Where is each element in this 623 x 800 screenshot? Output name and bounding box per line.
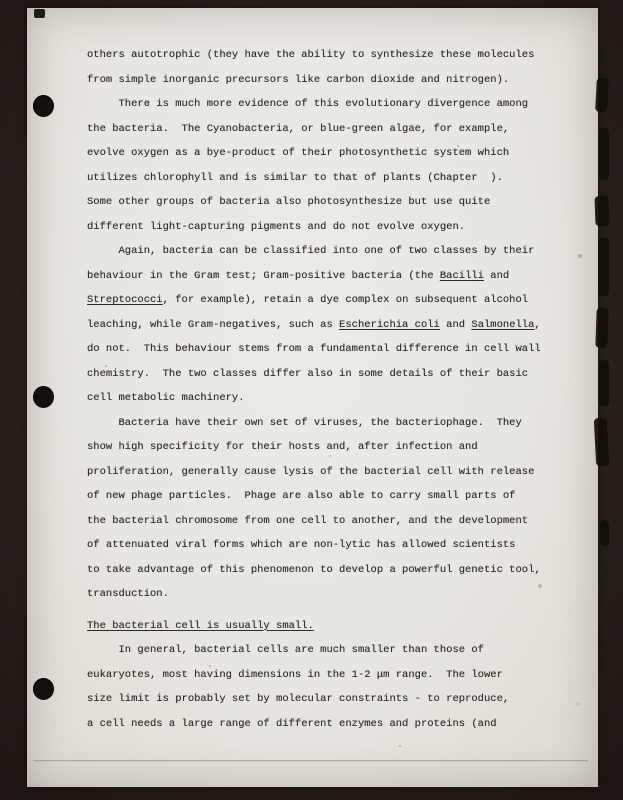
text-line [87,411,567,436]
document-page [27,8,598,787]
section-heading [87,614,567,639]
text-line [87,386,567,411]
text-segment: leaching, while Gram-negatives, such as [87,318,340,331]
text-line [87,533,567,558]
text-line [87,558,567,583]
text-segment: the bacterial chromosome from one cell to another, and the development [87,514,529,527]
text-segment: do not. This behaviour stems from a fundamental difference in cell wall [87,343,541,355]
text-line [87,215,567,240]
underlined-text: Bacilli [439,269,484,282]
text-segment: evolve oxygen as a bye-product of their photosynthetic system which [87,147,510,159]
text-segment: to take advantage of this phenomenon to develop a powerful genetic tool, [87,563,541,576]
text-segment: of attenuated viral forms which are non-lytic has allowed scientists [87,539,516,551]
text-segment: different light-capturing pigments and do not evolve oxygen. [87,220,466,233]
text-segment: , [534,318,541,331]
text-line [87,484,567,509]
text-line [87,43,567,68]
text-line [87,582,567,607]
text-segment: Bacteria have their own set of viruses, the bacteriophage. They [87,416,522,429]
hole-punch-top [33,95,54,117]
text-segment: show high specificity for their hosts and, after infection and [87,441,478,453]
text-segment: Again, bacteria can be classified into one of two classes by their [87,245,535,257]
text-line [87,264,567,289]
text-line [87,141,567,166]
underlined-text: Streptococci [87,294,163,306]
text-line [87,435,567,460]
text-segment: In general, bacterial cells are much smaller than those of [87,644,484,656]
text-segment: utilizes chlorophyll and is similar to that of plants (Chapter ). [87,171,503,184]
text-segment: and [483,269,510,282]
text-segment: There is much more evidence of this evolutionary divergence among [87,98,529,110]
text-segment: cell metabolic machinery. [87,392,245,404]
underlined-text: Escherichia coli [339,318,440,331]
text-line [87,638,567,663]
text-segment: others autotrophic (they have the ability to synthesize these molecules [87,49,535,61]
text-segment: behaviour in the Gram test; Gram-positive bacteria (the [87,269,440,282]
text-line [87,288,567,313]
edge-mark [600,520,609,546]
text-line [87,239,567,264]
bottom-edge-crease [33,760,588,761]
text-segment: proliferation, generally cause lysis of the bacterial cell with release [87,465,535,478]
text-segment: a cell needs a large range of different enzymes and proteins (and [87,717,497,730]
text-segment: eukaryotes, most having dimensions in the 1-2 μm range. The lower [87,668,503,681]
text-segment: and [439,318,472,331]
text-line [87,337,567,362]
hole-punch-middle [33,386,54,408]
text-line [87,190,567,215]
edge-mark [599,128,609,180]
text-line [87,68,567,93]
text-line [87,712,567,737]
text-segment: , for example), retain a dye complex on subsequent alcohol [162,294,529,306]
text-segment: transduction. [87,588,169,600]
text-line [87,117,567,142]
text-segment: Some other groups of bacteria also photosynthesize but use quite [87,196,491,208]
text-line [87,687,567,712]
text-line [87,313,567,338]
underlined-text: Salmonella [471,318,535,331]
text-block [87,43,567,736]
text-line [87,92,567,117]
hole-punch-bottom [33,678,54,700]
edge-mark [598,238,609,296]
text-line [87,362,567,387]
text-segment: from simple inorganic precursors like carbon dioxide and nitrogen). [87,73,510,86]
edge-mark [599,360,609,406]
underlined-text: The bacterial cell is usually small. [87,619,314,632]
text-line [87,166,567,191]
text-segment: of new phage particles. Phage are also able to carry small parts of [87,490,516,502]
text-line [87,509,567,534]
text-segment: the bacteria. The Cyanobacteria, or blue-green algae, for example, [87,122,510,135]
text-segment: chemistry. The two classes differ also in some details of their basic [87,367,529,380]
text-line [87,460,567,485]
text-line [87,663,567,688]
text-segment: size limit is probably set by molecular constraints - to reproduce, [87,693,510,705]
